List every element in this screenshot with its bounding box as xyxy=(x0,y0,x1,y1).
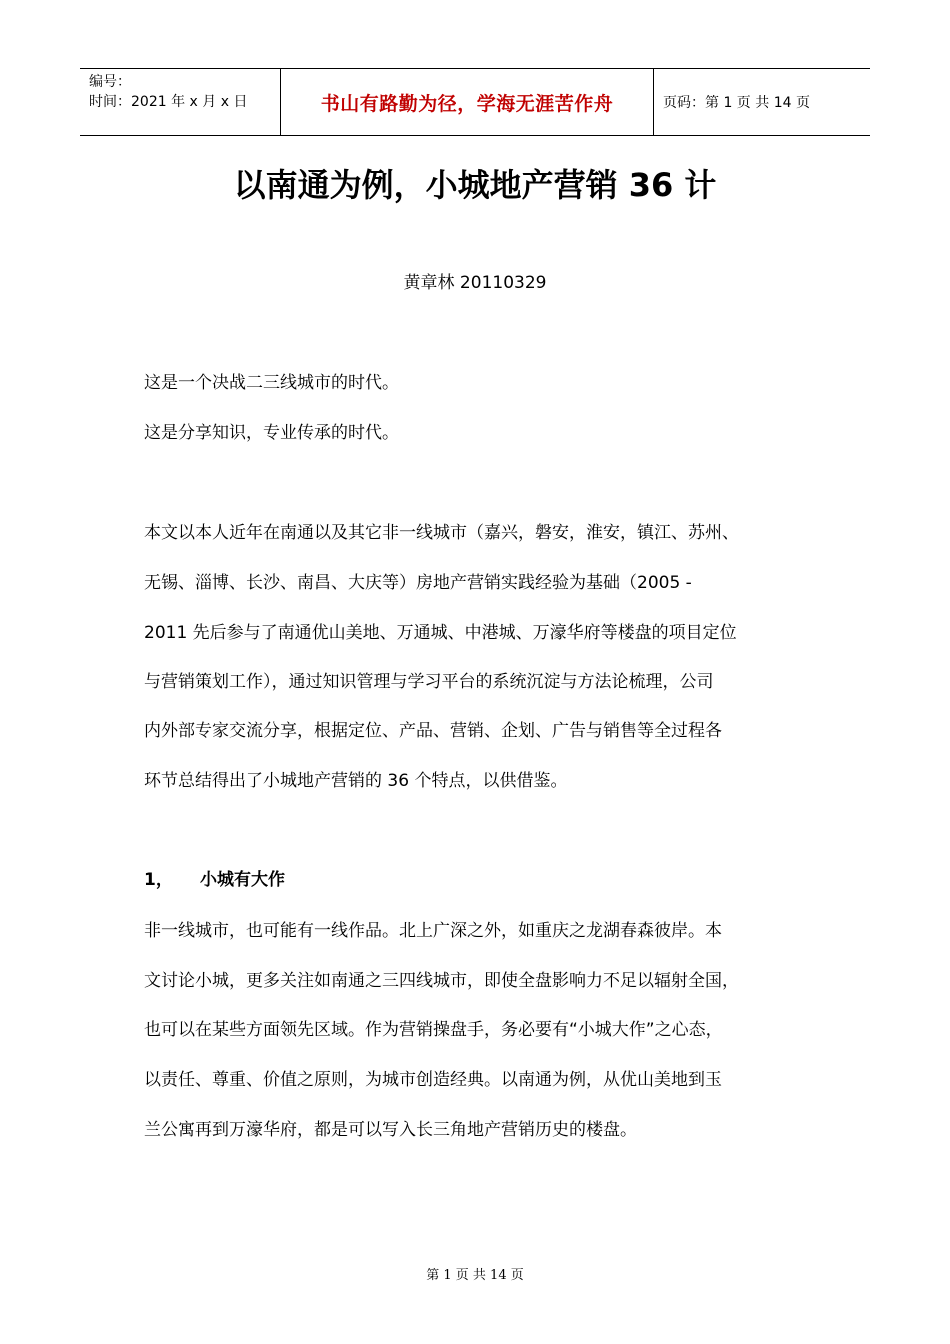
section-heading xyxy=(144,867,285,893)
paragraph-line: 无锡、淄博、长沙、南昌、大庆等）房地产营销实践经验为基础（2005 - xyxy=(144,573,692,593)
section-number: 1， xyxy=(144,870,173,890)
section-line: 也可以在某些方面领先区域。作为营销操盘手，务必要有“小城大作”之心态， xyxy=(144,1020,723,1040)
section-line: 以责任、尊重、价值之原则，为城市创造经典。以南通为例，从优山美地到玉 xyxy=(144,1070,722,1090)
header-number-label: 编号： xyxy=(89,74,131,90)
page-footer: 第 1 页 共 14 页 xyxy=(426,1268,524,1283)
header-page-cell xyxy=(654,69,870,135)
header-motto: 书山有路勤为径，学海无涯苦作舟 xyxy=(320,92,614,115)
section-line: 文讨论小城，更多关注如南通之三四线城市，即使全盘影响力不足以辐射全国， xyxy=(144,971,739,991)
paragraph-line: 本文以本人近年在南通以及其它非一线城市（嘉兴，磐安，淮安，镇江、苏州、 xyxy=(144,523,739,543)
section-title: 小城有大作 xyxy=(200,870,285,890)
intro-line: 这是一个决战二三线城市的时代。 xyxy=(144,373,399,393)
paragraph-line: 2011 先后参与了南通优山美地、万通城、中港城、万濠华府等楼盘的项目定位 xyxy=(144,623,737,643)
section-line: 非一线城市，也可能有一线作品。北上广深之外，如重庆之龙湖春森彼岸。本 xyxy=(144,921,722,941)
section-line: 兰公寓再到万濠华府，都是可以写入长三角地产营销历史的楼盘。 xyxy=(144,1120,637,1140)
author-line: 黄章林 20110329 xyxy=(403,273,547,293)
header-meta-cell xyxy=(80,69,281,135)
paragraph-line: 与营销策划工作），通过知识管理与学习平台的系统沉淀与方法论梳理，公司 xyxy=(144,672,714,692)
header-table xyxy=(80,68,870,136)
intro-line: 这是分享知识，专业传承的时代。 xyxy=(144,423,399,443)
header-time-label: 时间：2021 年 x 月 x 日 xyxy=(89,94,248,110)
document-title: 以南通为例，小城地产营销 36 计 xyxy=(233,166,717,204)
header-page-label: 页码：第 1 页 共 14 页 xyxy=(663,95,810,111)
paragraph-line: 内外部专家交流分享，根据定位、产品、营销、企划、广告与销售等全过程各 xyxy=(144,721,722,741)
header-motto-cell xyxy=(281,69,654,135)
paragraph-line: 环节总结得出了小城地产营销的 36 个特点，以供借鉴。 xyxy=(144,771,568,791)
